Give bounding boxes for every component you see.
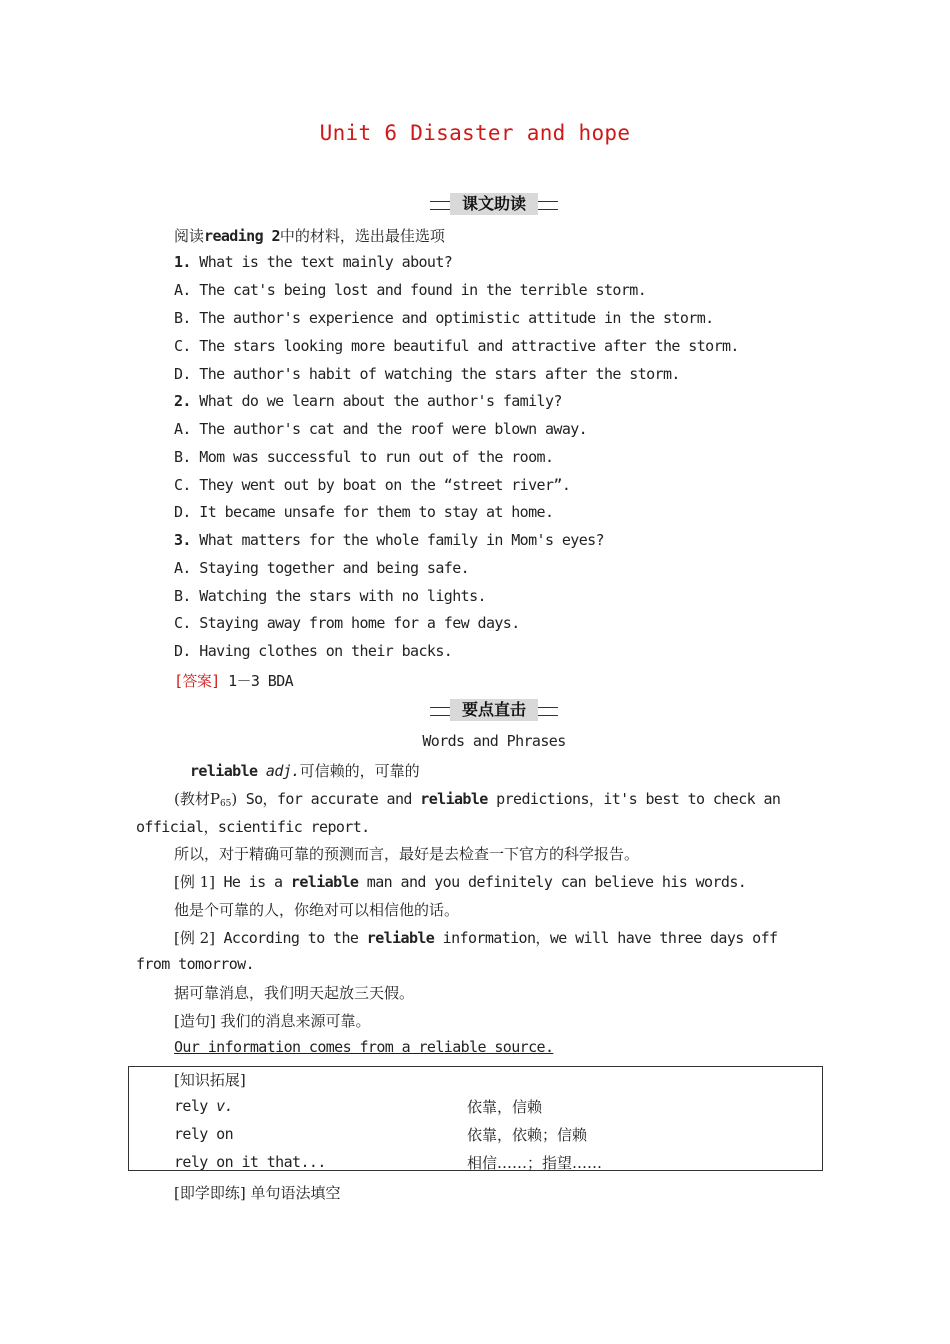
page-title: Unit 6 Disaster and hope — [319, 121, 631, 145]
option-2c: C. They went out by boat on the “street river”. — [174, 476, 571, 494]
section-banner-key-points — [430, 699, 558, 725]
option-1b: B. The author's experience and optimistic attitude in the storm. — [174, 309, 714, 327]
extension-label: [知识拓展] — [174, 1071, 246, 1089]
textbook-example-cont: official，scientific report. — [136, 818, 370, 836]
practice-line: [即学即练] 单句语法填空 — [174, 1184, 341, 1202]
make-sentence-answer: Our information comes from a reliable source. — [174, 1038, 554, 1056]
vocab-entry: reliable adj.可信赖的，可靠的 — [190, 762, 420, 780]
make-sentence: [造句] 我们的消息来源可靠。 — [174, 1012, 371, 1030]
question-1: 1. What is the text mainly about? — [174, 253, 453, 271]
question-2: 2. What do we learn about the author's family? — [174, 392, 562, 410]
banner-label: 要点直击 — [450, 699, 538, 721]
answer-line: [答案] 1－3 BDA — [174, 672, 294, 690]
option-3d: D. Having clothes on their backs. — [174, 642, 453, 660]
option-1a: A. The cat's being lost and found in the terrible storm. — [174, 281, 647, 299]
answer-label: [答案] — [174, 672, 220, 690]
knowledge-extension-box — [128, 1066, 823, 1171]
example-1-translation: 他是个可靠的人，你绝对可以相信他的话。 — [174, 901, 460, 919]
extension-meaning-2: 依靠，依赖；信赖 — [467, 1126, 588, 1144]
example-2-translation: 据可靠消息，我们明天起放三天假。 — [174, 984, 415, 1002]
option-3c: C. Staying away from home for a few days. — [174, 614, 520, 632]
words-phrases-heading: Words and Phrases — [422, 732, 566, 750]
extension-term-2: rely on — [174, 1125, 234, 1143]
section-banner-reading-aid — [430, 193, 558, 219]
banner-label: 课文助读 — [450, 193, 538, 215]
example-2-cont: from tomorrow. — [136, 955, 255, 973]
example-2: [例 2] According to the reliable information，we will have three days off — [174, 929, 778, 947]
textbook-example: (教材$P_{65}$) So，for accurate and reliable predictions，it's best to check an — [174, 790, 781, 809]
option-2b: B. Mom was successful to run out of the room. — [174, 448, 554, 466]
option-1c: C. The stars looking more beautiful and attractive after the storm. — [174, 337, 739, 355]
option-2d: D. It became unsafe for them to stay at home. — [174, 503, 554, 521]
extension-term-1: rely v. — [174, 1097, 234, 1115]
option-3a: A. Staying together and being safe. — [174, 559, 470, 577]
option-2a: A. The author's cat and the roof were blown away. — [174, 420, 588, 438]
extension-term-3: rely on it that... — [174, 1153, 326, 1171]
extension-meaning-3: 相信……；指望…… — [467, 1154, 603, 1172]
extension-meaning-1: 依靠，信赖 — [467, 1098, 543, 1116]
instruction: 阅读reading 2中的材料，选出最佳选项 — [174, 227, 445, 245]
textbook-example-translation: 所以，对于精确可靠的预测而言，最好是去检查一下官方的科学报告。 — [174, 845, 640, 863]
option-1d: D. The author's habit of watching the stars after the storm. — [174, 365, 680, 383]
example-1: [例 1] He is a reliable man and you definitely can believe his words. — [174, 873, 747, 891]
option-3b: B. Watching the stars with no lights. — [174, 587, 486, 605]
question-3: 3. What matters for the whole family in Mom's eyes? — [174, 531, 604, 549]
